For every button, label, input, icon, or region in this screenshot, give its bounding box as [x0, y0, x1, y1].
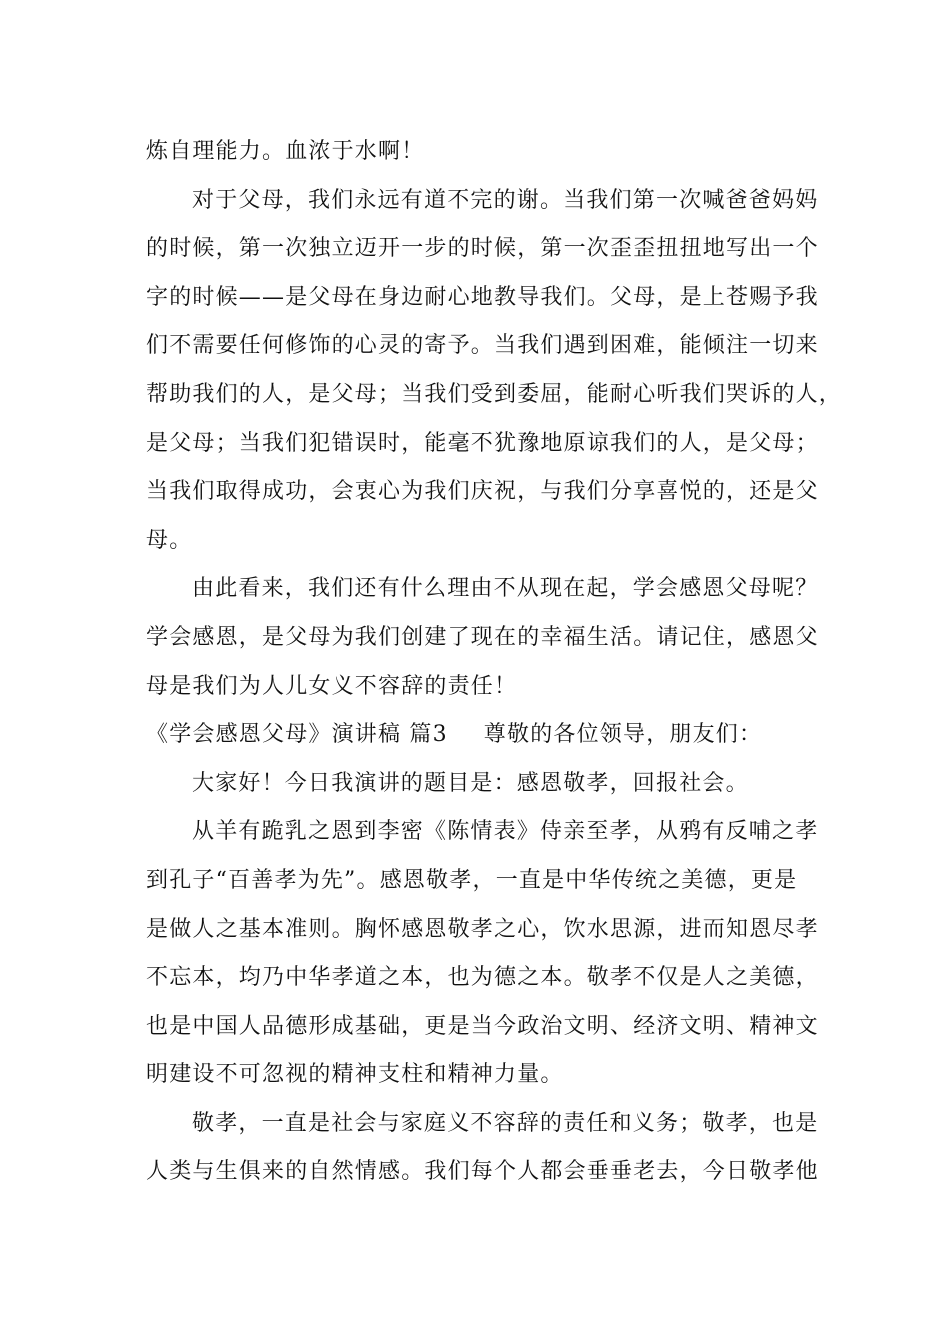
text-line: 由此看来，我们还有什么理由不从现在起，学会感恩父母呢？: [192, 576, 819, 602]
text-line: 帮助我们的人，是父母；当我们受到委屈，能耐心听我们哭诉的人，: [146, 381, 843, 407]
document-body: [146, 128, 843, 1197]
text-line: 字的时候——是父母在身边耐心地教导我们。父母，是上苍赐予我: [146, 284, 819, 310]
paragraph-continuation: [146, 128, 826, 177]
text-line: 不忘本，均乃中华孝道之本，也为德之本。敬孝不仅是人之美德，: [146, 965, 819, 991]
paragraph-conclusion: [146, 565, 826, 711]
text-line: 是做人之基本准则。胸怀感恩敬孝之心，饮水思源，进而知恩尽孝: [146, 916, 819, 942]
text-line: 炼自理能力。血浓于水啊！: [146, 139, 425, 164]
text-line: 从羊有跪乳之恩到李密《陈情表》侍亲至孝，从鸦有反哺之孝: [192, 819, 819, 845]
text-line: 的时候，第一次独立迈开一步的时候，第一次歪歪扭扭地写出一个: [146, 236, 819, 262]
section-title: 《学会感恩父母》演讲稿 篇3: [146, 722, 448, 748]
text-line: 们不需要任何修饰的心灵的寄予。当我们遇到困难，能倾注一切来: [146, 333, 819, 359]
text-line: 大家好！今日我演讲的题目是：感恩敬孝，回报社会。: [192, 770, 749, 796]
text-line: 对于父母，我们永远有道不完的谢。当我们第一次喊爸爸妈妈: [192, 187, 819, 213]
text-line: 母。: [146, 527, 193, 553]
paragraph-filial-piety: [146, 808, 826, 1100]
paragraph-duty: [146, 1100, 826, 1197]
text-line: 明建设不可忽视的精神支柱和精神力量。: [146, 1062, 564, 1088]
text-line: 是父母；当我们犯错误时，能毫不犹豫地原谅我们的人，是父母；: [146, 430, 819, 456]
text-line: 到孔子“百善孝为先”。感恩敬孝，一直是中华传统之美德，更是: [146, 867, 798, 893]
paragraph-thanks-parents: [146, 177, 843, 566]
text-line: 学会感恩，是父母为我们创建了现在的幸福生活。请记住，感恩父: [146, 624, 819, 650]
text-line: 母是我们为人儿女义不容辞的责任！: [146, 673, 518, 699]
paragraph-opening: [146, 760, 826, 809]
section-heading: [146, 711, 826, 760]
speech-greeting: 尊敬的各位领导，朋友们：: [483, 722, 763, 748]
text-line: 人类与生俱来的自然情感。我们每个人都会垂垂老去，今日敬孝他: [146, 1159, 819, 1185]
text-line: 当我们取得成功，会衷心为我们庆祝，与我们分享喜悦的，还是父: [146, 479, 819, 505]
text-line: 敬孝，一直是社会与家庭义不容辞的责任和义务；敬孝，也是: [192, 1110, 819, 1136]
text-line: 也是中国人品德形成基础，更是当今政治文明、经济文明、精神文: [146, 1013, 819, 1039]
